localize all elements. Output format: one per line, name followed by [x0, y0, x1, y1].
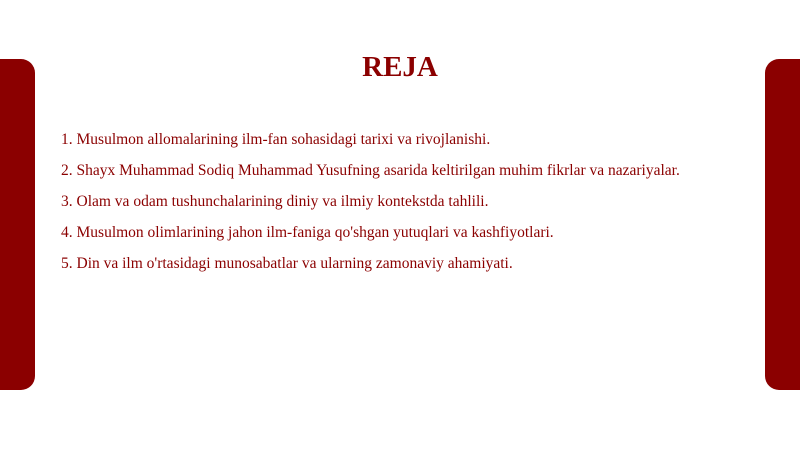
plan-item-4: 4. Musulmon olimlarining jahon ilm-faniga qo'shgan yutuqlari va kashfiyotlari.: [61, 224, 554, 241]
left-accent-bar: [0, 59, 35, 390]
plan-item-2: 2. Shayx Muhammad Sodiq Muhammad Yusufning asarida keltirilgan muhim fikrlar va nazariyalar.: [61, 162, 680, 179]
plan-item-1: 1. Musulmon allomalarining ilm-fan sohasidagi tarixi va rivojlanishi.: [61, 131, 491, 148]
plan-item-5: 5. Din va ilm o'rtasidagi munosabatlar va ularning zamonaviy ahamiyati.: [61, 255, 513, 272]
slide-title: REJA: [362, 51, 438, 83]
plan-list: [61, 124, 751, 279]
plan-item-3: 3. Olam va odam tushunchalarining diniy va ilmiy kontekstda tahlili.: [61, 193, 489, 210]
right-accent-bar: [765, 59, 800, 390]
